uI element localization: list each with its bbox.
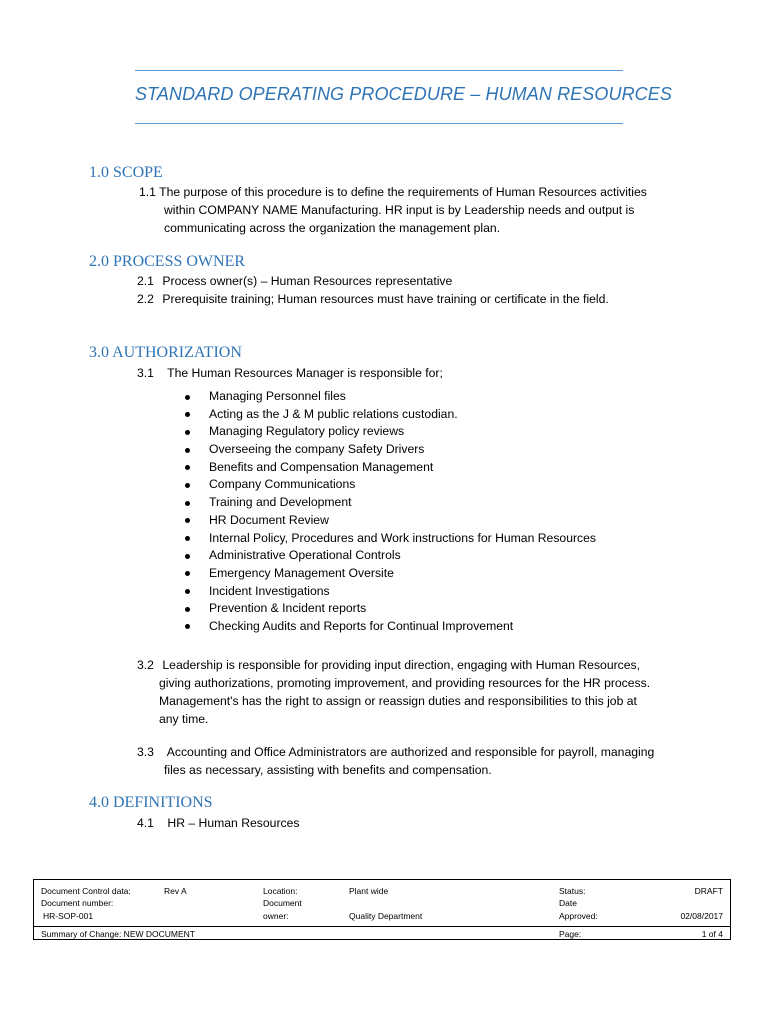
bullet-icon	[185, 536, 190, 541]
list-item: Internal Policy, Procedures and Work instructions for Human Resources	[185, 530, 596, 548]
bullet-icon	[185, 624, 190, 629]
owner-value: Quality Department	[349, 911, 423, 921]
summary-of-change: Summary of Change: NEW DOCUMENT	[41, 929, 195, 939]
section-heading-definitions: 4.0 DEFINITIONS	[89, 794, 213, 811]
bullet-icon	[185, 430, 190, 435]
doc-control-label: Document Control data:	[41, 886, 131, 896]
authorization-item-3-text-2: files as necessary, assisting with benefits and compensation.	[164, 763, 492, 777]
bullet-icon	[185, 607, 190, 612]
authorization-item-2-text-2: giving authorizations, promoting improvement, and providing resources for the HR process.	[159, 676, 651, 690]
section-heading-authorization: 3.0 AUTHORIZATION	[89, 344, 242, 361]
bullet-icon	[185, 448, 190, 453]
authorization-item-2-text-3: Management's has the right to assign or reassign duties and responsibilities to this job at	[159, 694, 637, 708]
scope-item-text-3: communicating across the organization the management plan.	[164, 221, 501, 235]
status-value: DRAFT	[694, 886, 723, 896]
authorization-item-2-text-4: any time.	[159, 712, 209, 726]
doc-number-value: HR-SOP-001	[43, 911, 94, 921]
list-item: Acting as the J & M public relations custodian.	[185, 406, 596, 424]
process-owner-item-text: Process owner(s) – Human Resources representative	[162, 274, 453, 288]
approved-label: Approved:	[559, 911, 598, 921]
list-item: Emergency Management Oversite	[185, 565, 596, 583]
definition-item-text: HR – Human Resources	[167, 816, 300, 830]
bullet-icon	[185, 395, 190, 400]
authorization-item-3	[137, 743, 654, 761]
bullet-icon	[185, 465, 190, 470]
bullet-icon	[185, 554, 190, 559]
list-item: Training and Development	[185, 494, 596, 512]
list-item: Overseeing the company Safety Drivers	[185, 441, 596, 459]
location-label: Location:	[263, 886, 298, 896]
prerequisite-training-item-number: 2.2	[137, 292, 154, 306]
scope-item-text-1: The purpose of this procedure is to define the requirements of Human Resources activities	[159, 185, 647, 199]
authorization-item-1	[137, 364, 443, 382]
approved-date: 02/08/2017	[680, 911, 723, 921]
list-item: Company Communications	[185, 476, 596, 494]
footer-divider	[34, 926, 730, 927]
title-top-rule	[135, 70, 623, 71]
page-label: Page:	[559, 929, 582, 939]
scope-item-number: 1.1	[139, 185, 156, 199]
scope-item-line	[139, 183, 647, 201]
list-item: Managing Personnel files	[185, 388, 596, 406]
process-owner-item-number: 2.1	[137, 274, 154, 288]
authorization-item-3-number: 3.3	[137, 745, 154, 759]
process-owner-item	[137, 272, 452, 290]
authorization-item-1-number: 3.1	[137, 366, 154, 380]
page-number: 1 of 4	[701, 929, 723, 939]
bullet-icon	[185, 412, 190, 417]
definition-item-number: 4.1	[137, 816, 154, 830]
prerequisite-training-item-text: Prerequisite training; Human resources must have training or certificate in the field.	[162, 292, 609, 306]
section-heading-process-owner: 2.0 PROCESS OWNER	[89, 253, 246, 270]
authorization-item-1-text: The Human Resources Manager is responsible for;	[167, 366, 443, 380]
date-label: Date	[559, 898, 577, 908]
responsibility-list	[185, 388, 596, 636]
bullet-icon	[185, 501, 190, 506]
authorization-item-2-number: 3.2	[137, 658, 154, 672]
list-item: Checking Audits and Reports for Continual Improvement	[185, 618, 596, 636]
title-bottom-rule	[135, 123, 623, 124]
definition-item	[137, 814, 299, 832]
doc-number-label: Document number:	[41, 898, 114, 908]
authorization-item-2	[137, 656, 640, 674]
bullet-icon	[185, 518, 190, 523]
prerequisite-training-item	[137, 290, 609, 308]
status-label: Status:	[559, 886, 586, 896]
bullet-icon	[185, 483, 190, 488]
document-owner-label-2: owner:	[263, 911, 289, 921]
list-item: Incident Investigations	[185, 583, 596, 601]
revision-value: Rev A	[164, 886, 187, 896]
section-heading-scope: 1.0 SCOPE	[89, 164, 163, 181]
list-item: Prevention & Incident reports	[185, 600, 596, 618]
scope-item-text-2: within COMPANY NAME Manufacturing. HR input is by Leadership needs and output is	[164, 203, 635, 217]
authorization-item-3-text-1: Accounting and Office Administrators are authorized and responsible for payroll, managing	[166, 745, 655, 759]
bullet-icon	[185, 589, 190, 594]
list-item: Benefits and Compensation Management	[185, 459, 596, 477]
bullet-icon	[185, 571, 190, 576]
list-item: HR Document Review	[185, 512, 596, 530]
list-item: Managing Regulatory policy reviews	[185, 423, 596, 441]
document-title: STANDARD OPERATING PROCEDURE – HUMAN RESOURCES	[135, 84, 672, 104]
list-item: Administrative Operational Controls	[185, 547, 596, 565]
location-value: Plant wide	[349, 886, 389, 896]
document-owner-label-1: Document	[263, 898, 302, 908]
document-control-table	[33, 879, 731, 940]
authorization-item-2-text-1: Leadership is responsible for providing input direction, engaging with Human Resources,	[162, 658, 641, 672]
